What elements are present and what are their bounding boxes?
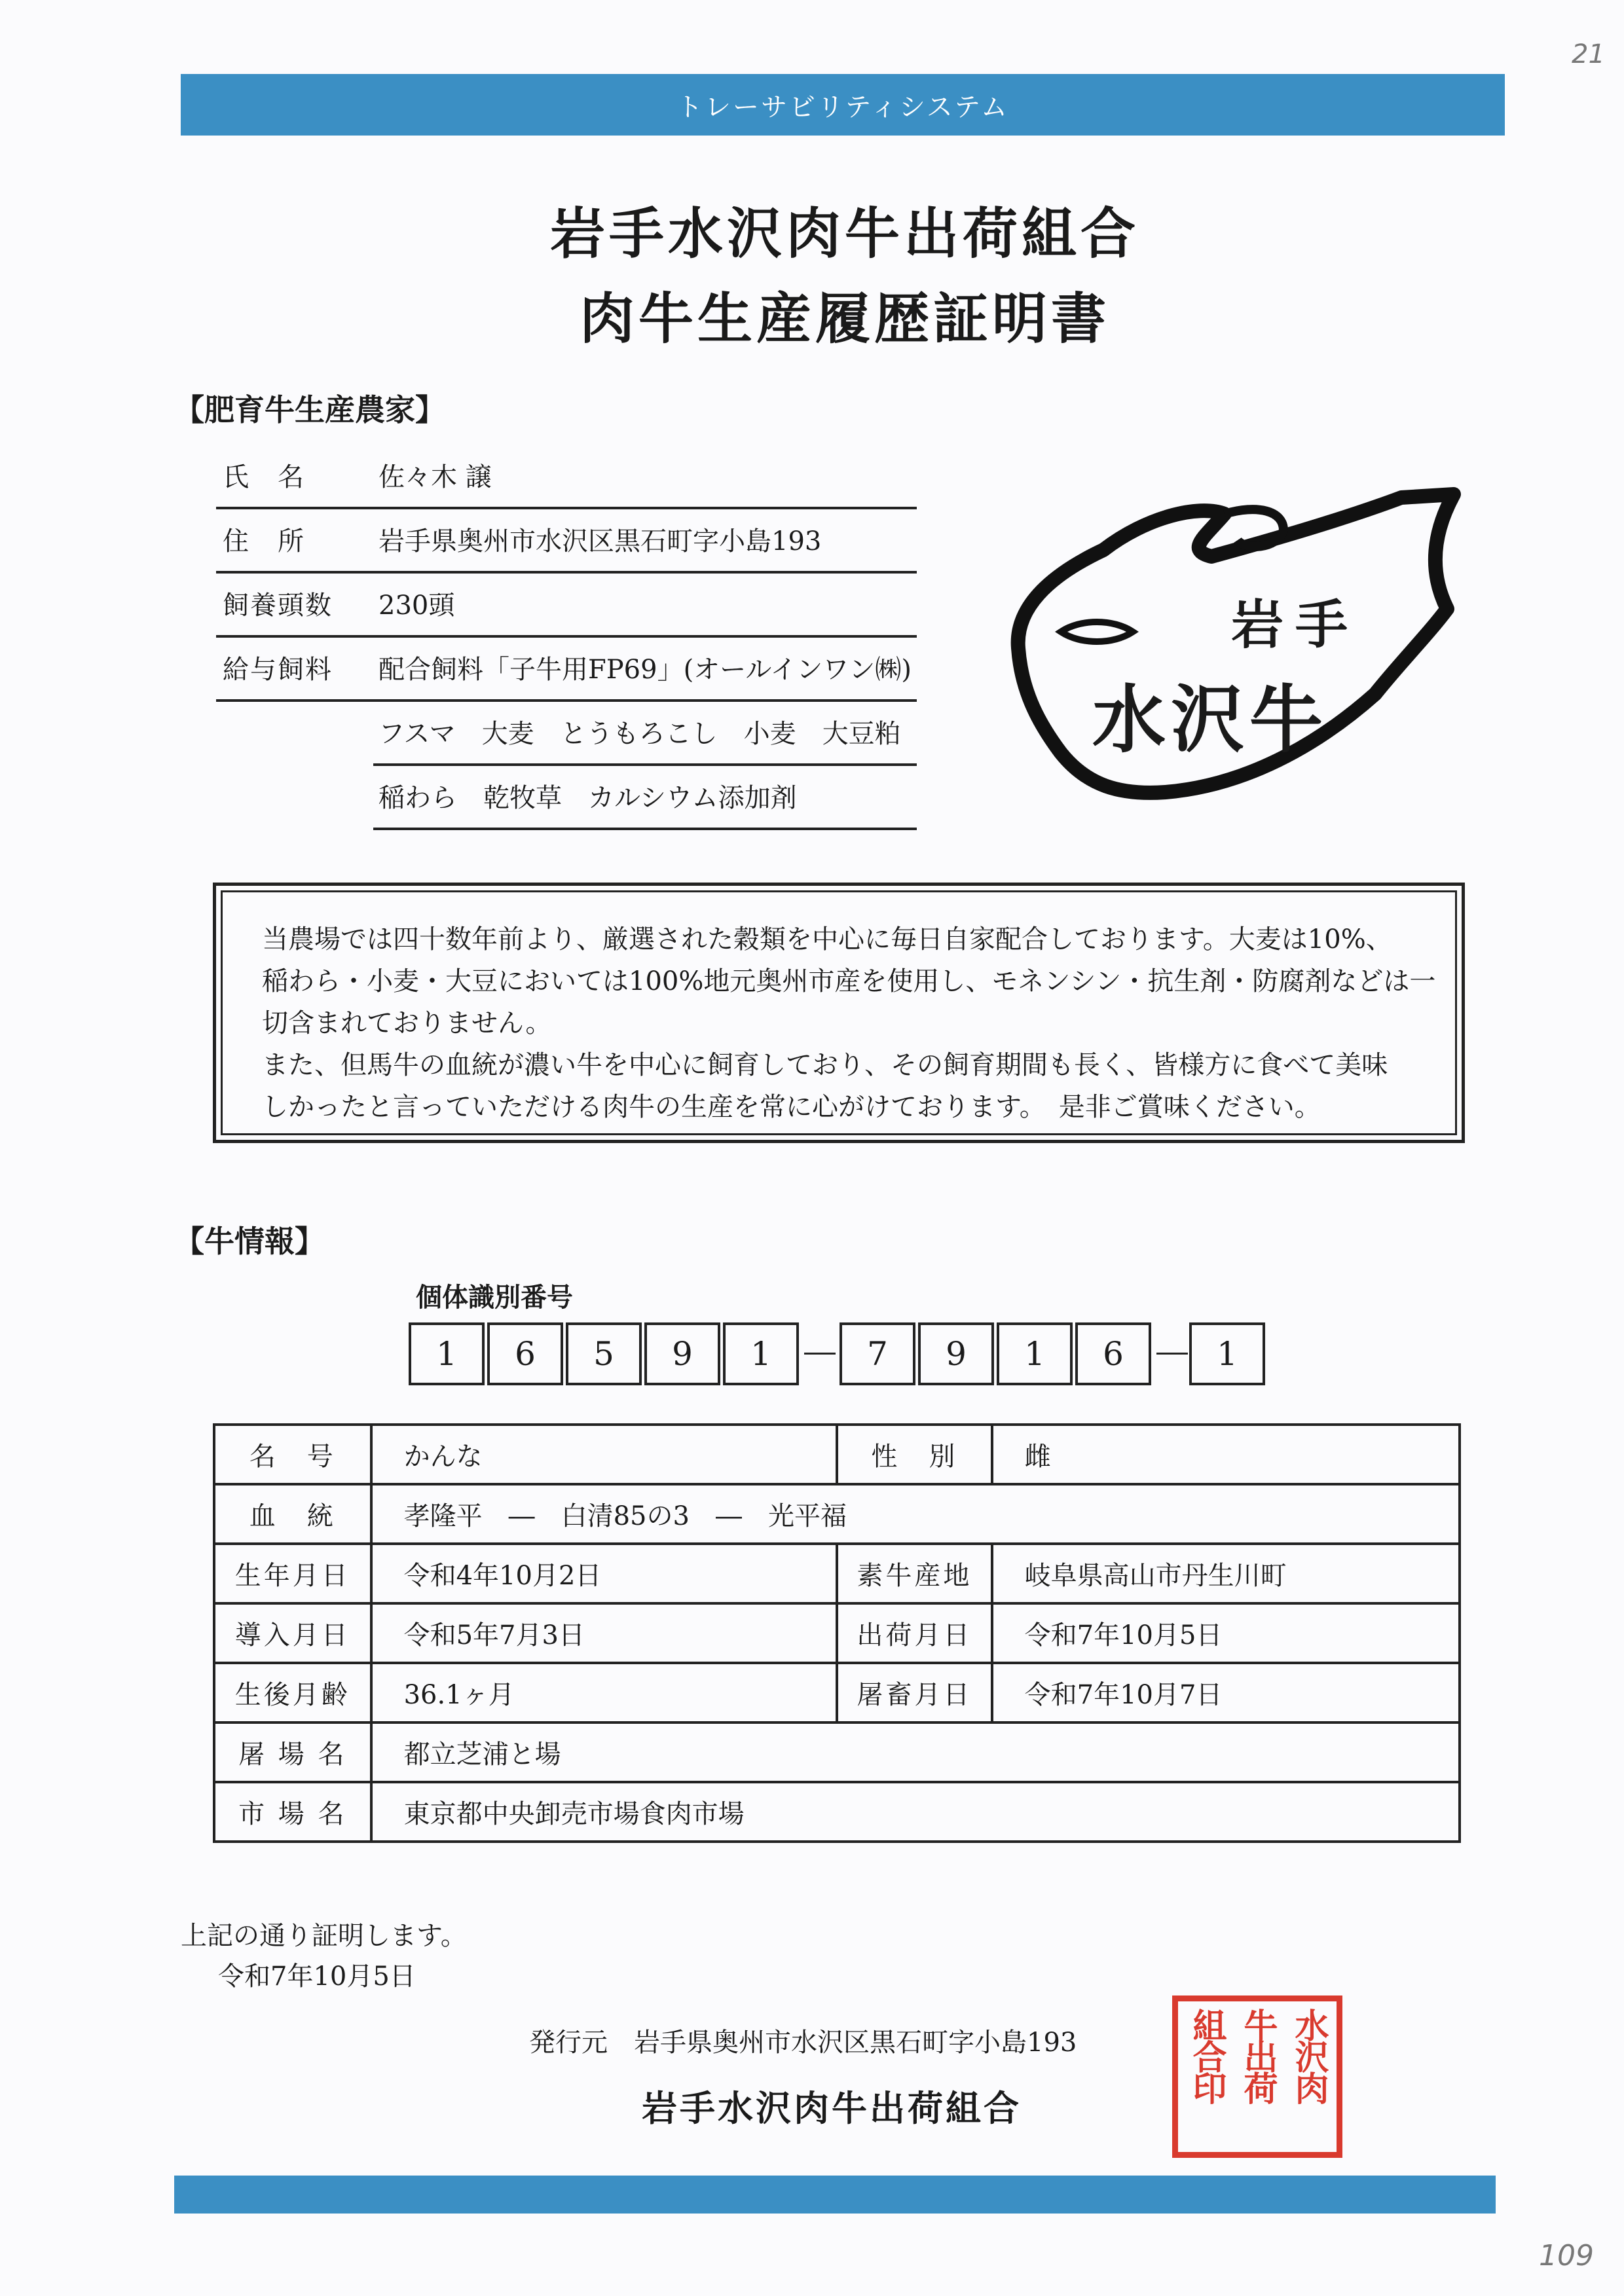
table-row xyxy=(214,1425,1460,1484)
farmer-value: 佐々木 譲 xyxy=(378,462,492,492)
seal-column: 牛出荷 xyxy=(1238,2008,1277,2102)
pedigree-label: 血 統 xyxy=(214,1484,371,1544)
id-digit: 1 xyxy=(997,1322,1073,1385)
slaughter-label: 屠畜月日 xyxy=(837,1663,992,1722)
cattle-section-heading: 【牛情報】 xyxy=(174,1224,325,1259)
origin-value: 岐阜県高山市丹生川町 xyxy=(992,1544,1460,1603)
farmer-row-feed-3 xyxy=(0,766,917,830)
origin-label: 素牛産地 xyxy=(837,1544,992,1603)
logo-eye xyxy=(1061,622,1133,642)
facility-value: 都立芝浦と場 xyxy=(371,1722,1460,1782)
farmer-label: 氏 名 xyxy=(223,462,305,492)
issuer-address: 岩手県奥州市水沢区黒石町字小島193 xyxy=(634,2028,1077,2058)
farmer-section-heading: 【肥育牛生産農家】 xyxy=(174,392,445,428)
table-row xyxy=(214,1663,1460,1722)
id-digit: 1 xyxy=(1189,1322,1265,1385)
sex-label: 性 別 xyxy=(837,1425,992,1484)
age-label: 生後月齢 xyxy=(214,1663,371,1722)
id-digit: 1 xyxy=(409,1322,485,1385)
farmer-value: 稲わら 乾牧草 カルシウム添加剤 xyxy=(378,783,797,813)
farmer-label: 住 所 xyxy=(223,526,305,556)
intro-value: 令和5年7月3日 xyxy=(371,1603,837,1663)
age-value: 36.1ヶ月 xyxy=(371,1663,837,1722)
table-row xyxy=(214,1603,1460,1663)
name-label: 名 号 xyxy=(214,1425,371,1484)
certification-date: 令和7年10月5日 xyxy=(218,1961,416,1992)
farmer-row-headcount xyxy=(0,574,917,638)
ship-value: 令和7年10月5日 xyxy=(992,1603,1460,1663)
seal-column: 水沢肉 xyxy=(1289,2008,1328,2102)
pedigree-value: 孝隆平 ― 白清85の3 ― 光平福 xyxy=(371,1484,1460,1544)
notice-line: また、但馬牛の血統が濃い牛を中心に飼育しており、その飼育期間も長く、皆様方に食べて美味 xyxy=(262,1050,1388,1080)
footer-band xyxy=(174,2176,1496,2214)
facility-label: 屠 場 名 xyxy=(214,1722,371,1782)
farmer-label: 給与飼料 xyxy=(223,655,333,685)
name-value: かんな xyxy=(371,1425,837,1484)
certification-statement: 上記の通り証明します。 xyxy=(181,1921,467,1951)
id-number-label: 個体識別番号 xyxy=(416,1282,573,1313)
farmer-row-feed-2 xyxy=(0,702,917,766)
table-row xyxy=(214,1722,1460,1782)
slaughter-value: 令和7年10月7日 xyxy=(992,1663,1460,1722)
issuer-line xyxy=(529,2022,1077,2059)
id-digit: 6 xyxy=(487,1322,563,1385)
market-value: 東京都中央卸売市場食肉市場 xyxy=(371,1782,1460,1842)
id-separator xyxy=(804,1353,836,1355)
market-label: 市 場 名 xyxy=(214,1782,371,1842)
issuer-label: 発行元 xyxy=(529,2028,608,2058)
farmer-value: 岩手県奥州市水沢区黒石町字小島193 xyxy=(378,526,822,556)
id-digit: 5 xyxy=(566,1322,642,1385)
corner-note-bottom: 109 xyxy=(1539,2239,1594,2272)
sex-value: 雌 xyxy=(992,1425,1460,1484)
ship-label: 出荷月日 xyxy=(837,1603,992,1663)
corner-note-top: 21 xyxy=(1572,39,1605,69)
notice-line: しかったと言っていただける肉牛の生産を常に心がけております。 是非ご賞味ください。 xyxy=(262,1092,1321,1122)
red-seal-stamp xyxy=(1172,1995,1342,2158)
header-band xyxy=(181,74,1505,136)
id-digit: 6 xyxy=(1075,1322,1151,1385)
title-line-2: 肉牛生産履歴証明書 xyxy=(579,286,1110,351)
notice-line: 切含まれておりません。 xyxy=(262,1008,552,1038)
id-digit: 7 xyxy=(840,1322,915,1385)
logo-text-iwate: 岩手 xyxy=(1231,594,1359,655)
farm-notice-inner xyxy=(221,890,1457,1135)
farmer-row-feed xyxy=(0,638,917,702)
header-band-text: トレーサビリティシステム xyxy=(676,92,1009,122)
cattle-info-table xyxy=(213,1423,1461,1843)
farm-notice-box xyxy=(213,883,1465,1143)
farmer-row-name xyxy=(0,445,917,509)
farmer-value: 配合飼料「子牛用FP69」(オールインワン㈱) xyxy=(378,655,912,685)
logo-text-mizusawagyu: 水沢牛 xyxy=(1092,678,1328,763)
id-digit: 1 xyxy=(723,1322,799,1385)
notice-line: 稲わら・小麦・大豆においては100%地元奥州市産を使用し、モネンシン・抗生剤・防腐剤などは一 xyxy=(262,966,1436,996)
intro-label: 導入月日 xyxy=(214,1603,371,1663)
table-row xyxy=(214,1484,1460,1544)
notice-line: 当農場では四十数年前より、厳選された穀類を中心に毎日自家配合しております。大麦は10%、 xyxy=(262,924,1392,955)
id-digit: 9 xyxy=(918,1322,994,1385)
table-row xyxy=(214,1544,1460,1603)
table-row xyxy=(214,1782,1460,1842)
id-separator xyxy=(1156,1353,1188,1355)
title-line-1: 岩手水沢肉牛出荷組合 xyxy=(549,201,1139,266)
birth-label: 生年月日 xyxy=(214,1544,371,1603)
farmer-label: 飼養頭数 xyxy=(223,591,333,621)
row-divider xyxy=(373,828,917,830)
organization-name: 岩手水沢肉牛出荷組合 xyxy=(642,2087,1022,2129)
farmer-value: 230頭 xyxy=(378,591,455,621)
birth-value: 令和4年10月2日 xyxy=(371,1544,837,1603)
farmer-value: フスマ 大麦 とうもろこし 小麦 大豆粕 xyxy=(378,719,901,749)
seal-column: 組合印 xyxy=(1187,2008,1226,2102)
farmer-row-address xyxy=(0,509,917,574)
id-digit: 9 xyxy=(644,1322,720,1385)
